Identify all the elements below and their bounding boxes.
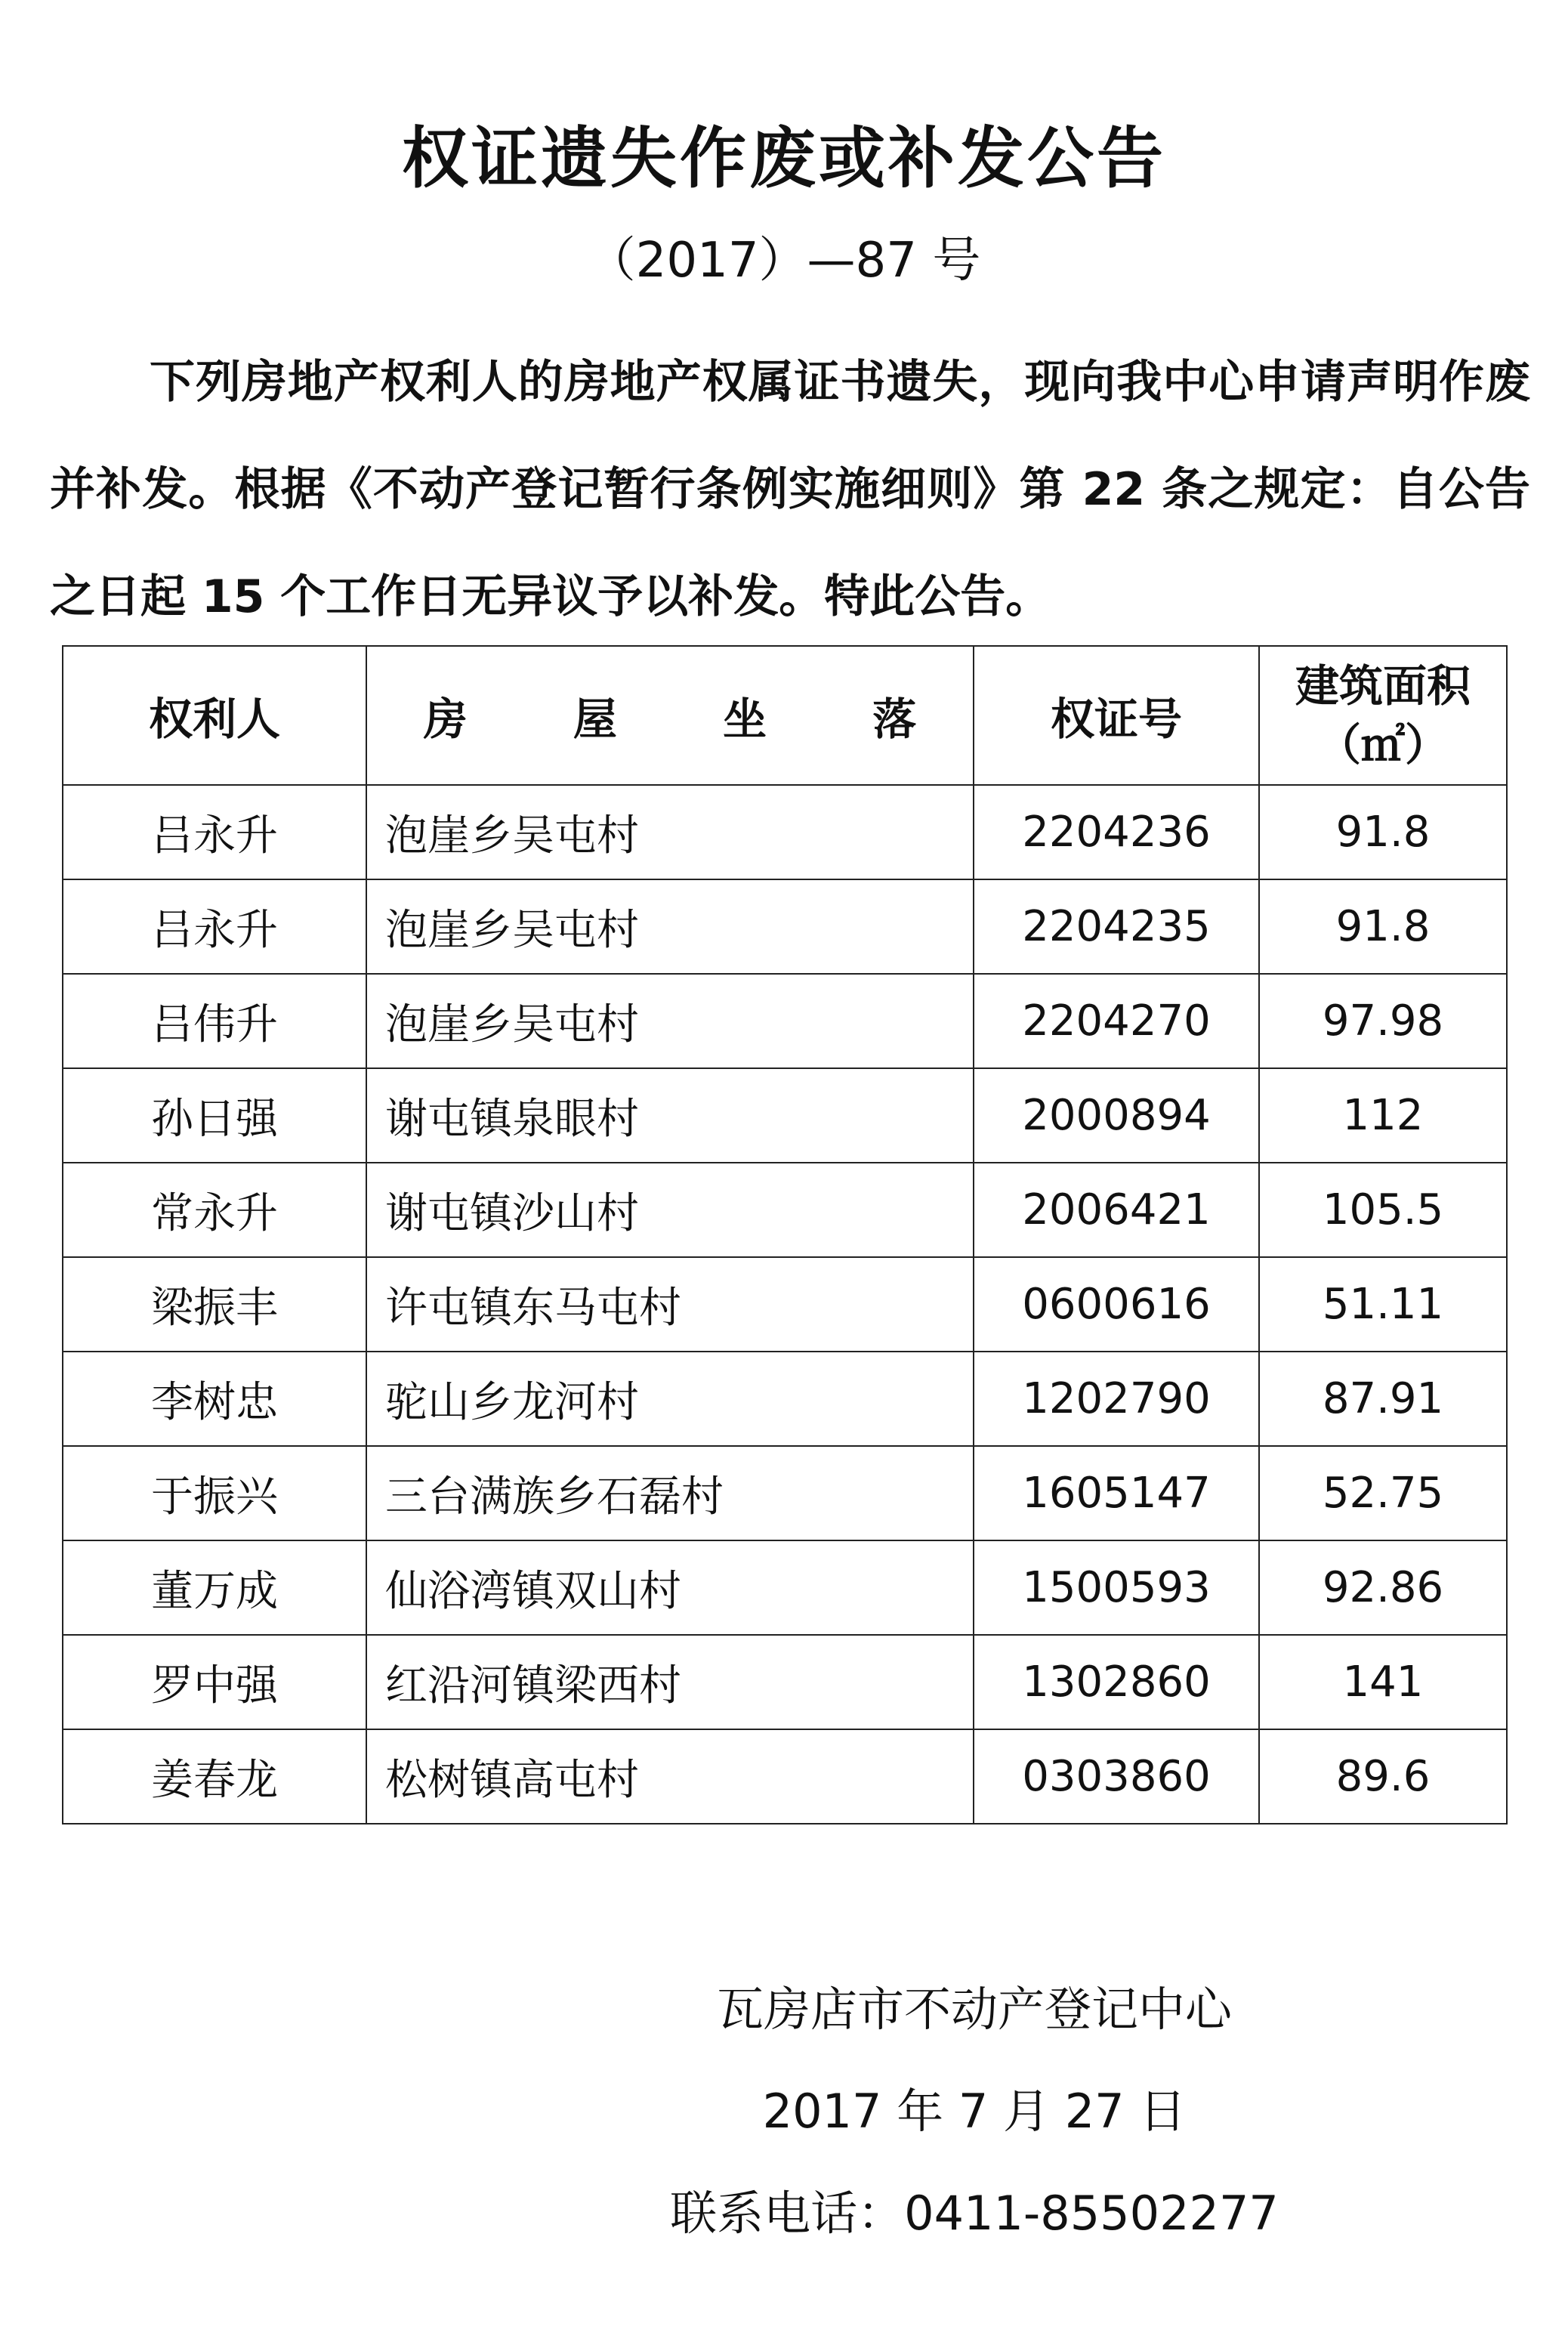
cell-location: 红沿河镇梁西村 xyxy=(366,1635,974,1729)
header-location: 房 屋 坐 落 xyxy=(366,646,974,785)
cell-owner: 李树忠 xyxy=(63,1352,366,1446)
cell-owner: 吕伟升 xyxy=(63,974,366,1068)
cell-cert: 1202790 xyxy=(974,1352,1259,1446)
cell-cert: 2204236 xyxy=(974,785,1259,879)
header-area xyxy=(1259,646,1507,785)
cell-area: 89.6 xyxy=(1259,1729,1507,1824)
cell-area: 52.75 xyxy=(1259,1446,1507,1540)
cell-location: 谢屯镇泉眼村 xyxy=(366,1068,974,1163)
cell-area: 97.98 xyxy=(1259,974,1507,1068)
cell-owner: 罗中强 xyxy=(63,1635,366,1729)
table-row xyxy=(63,1446,1507,1540)
cell-location: 许屯镇东马屯村 xyxy=(366,1257,974,1352)
cell-owner: 梁振丰 xyxy=(63,1257,366,1352)
cell-area: 92.86 xyxy=(1259,1540,1507,1635)
cell-location: 驼山乡龙河村 xyxy=(366,1352,974,1446)
cell-area: 105.5 xyxy=(1259,1163,1507,1257)
cell-owner: 姜春龙 xyxy=(63,1729,366,1824)
records-table xyxy=(62,645,1508,1824)
cell-cert: 0303860 xyxy=(974,1729,1259,1824)
header-owner: 权利人 xyxy=(63,646,366,785)
contact-phone: 联系电话：0411-85502277 xyxy=(670,2186,1279,2241)
cell-cert: 1302860 xyxy=(974,1635,1259,1729)
cell-area: 141 xyxy=(1259,1635,1507,1729)
notice-paragraph: 下列房地产权利人的房地产权属证书遗失，现向我中心申请声明作废并补发。根据《不动产登记暂行条例实施细则》第 22 条之规定：自公告之日起 15 个工作日无异议予以补发。特此公告。 xyxy=(50,356,1530,623)
cell-cert: 2204270 xyxy=(974,974,1259,1068)
table-row xyxy=(63,1635,1507,1729)
cell-location: 三台满族乡石磊村 xyxy=(366,1446,974,1540)
header-area-line2: （㎡） xyxy=(1316,719,1449,771)
table-row xyxy=(63,1540,1507,1635)
table-row xyxy=(63,785,1507,879)
cell-location: 谢屯镇沙山村 xyxy=(366,1163,974,1257)
cell-owner: 于振兴 xyxy=(63,1446,366,1540)
cell-owner: 吕永升 xyxy=(63,879,366,974)
table-row xyxy=(63,1068,1507,1163)
header-cert: 权证号 xyxy=(974,646,1259,785)
cell-location: 泡崖乡吴屯村 xyxy=(366,785,974,879)
cell-owner: 吕永升 xyxy=(63,785,366,879)
document-title: 权证遗失作废或补发公告 xyxy=(401,119,1166,197)
cell-cert: 2006421 xyxy=(974,1163,1259,1257)
cell-cert: 1500593 xyxy=(974,1540,1259,1635)
cell-area: 51.11 xyxy=(1259,1257,1507,1352)
cell-location: 泡崖乡吴屯村 xyxy=(366,974,974,1068)
cell-area: 91.8 xyxy=(1259,785,1507,879)
table-header-row xyxy=(63,646,1507,785)
cell-cert: 2000894 xyxy=(974,1068,1259,1163)
cell-area: 87.91 xyxy=(1259,1352,1507,1446)
header-area-line1: 建筑面积 xyxy=(1295,660,1471,712)
issuer-name: 瓦房店市不动产登记中心 xyxy=(716,1982,1232,2037)
cell-location: 泡崖乡吴屯村 xyxy=(366,879,974,974)
cell-owner: 孙日强 xyxy=(63,1068,366,1163)
cell-owner: 常永升 xyxy=(63,1163,366,1257)
cell-cert: 2204235 xyxy=(974,879,1259,974)
table-row xyxy=(63,1352,1507,1446)
table-row xyxy=(63,974,1507,1068)
table-row xyxy=(63,879,1507,974)
table-row xyxy=(63,1729,1507,1824)
cell-cert: 1605147 xyxy=(974,1446,1259,1540)
cell-location: 松树镇高屯村 xyxy=(366,1729,974,1824)
cell-owner: 董万成 xyxy=(63,1540,366,1635)
cell-location: 仙浴湾镇双山村 xyxy=(366,1540,974,1635)
document-number: （2017）—87 号 xyxy=(587,233,981,289)
cell-area: 112 xyxy=(1259,1068,1507,1163)
table-row xyxy=(63,1163,1507,1257)
table-row xyxy=(63,1257,1507,1352)
issue-date: 2017 年 7 月 27 日 xyxy=(762,2084,1187,2139)
cell-area: 91.8 xyxy=(1259,879,1507,974)
cell-cert: 0600616 xyxy=(974,1257,1259,1352)
